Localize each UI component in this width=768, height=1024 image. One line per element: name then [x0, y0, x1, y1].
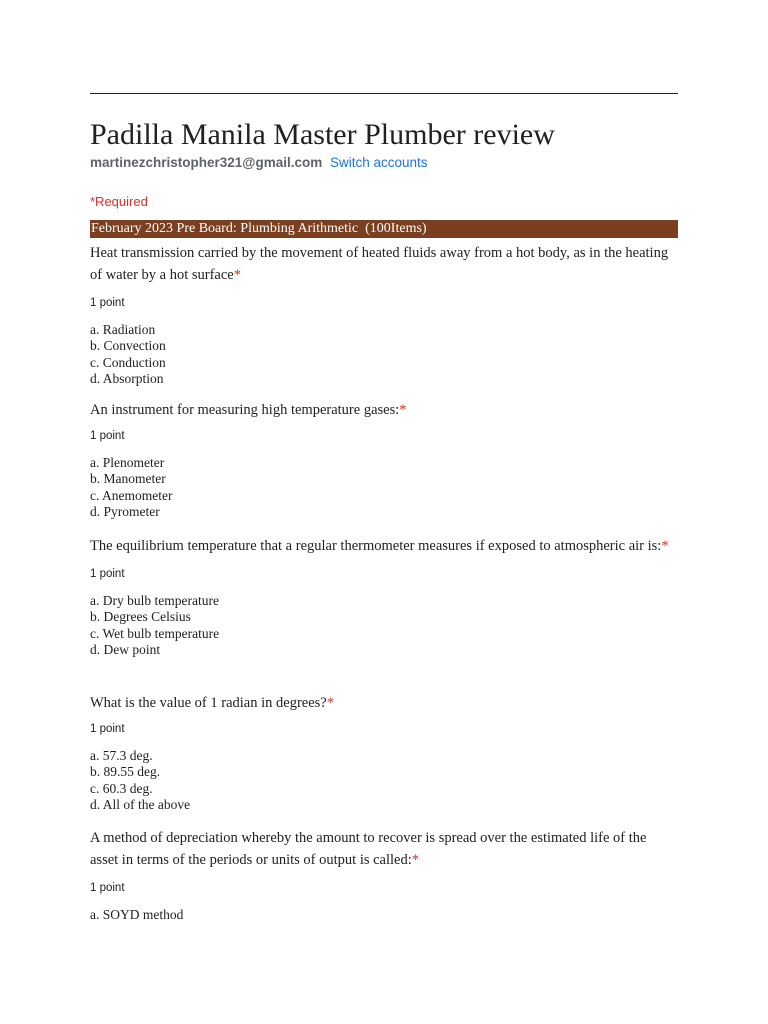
option-b[interactable]: b. Manometer	[90, 471, 166, 487]
options-list	[90, 455, 678, 520]
question-text-content: What is the value of 1 radian in degrees?	[90, 695, 327, 711]
required-asterisk: *	[326, 695, 334, 711]
account-email: martinezchristopher321@gmail.com	[90, 155, 323, 170]
question-text	[90, 827, 678, 871]
question-text-content: A method of depreciation whereby the amount to recover is spread over the estimated life of the asset in terms of the periods or units of output is called:	[90, 830, 647, 868]
question-2	[90, 399, 678, 520]
option-a[interactable]: a. SOYD method	[90, 907, 184, 922]
question-3	[90, 535, 678, 658]
option-a[interactable]: a. Radiation	[90, 322, 156, 337]
form-title: Padilla Manila Master Plumber review	[90, 118, 555, 151]
account-line	[90, 154, 428, 172]
question-points: 1 point	[90, 568, 125, 580]
option-c[interactable]: c. Wet bulb temperature	[90, 625, 220, 641]
option-d[interactable]: d. Absorption	[90, 370, 164, 386]
options-list	[90, 907, 678, 923]
option-c[interactable]: c. Conduction	[90, 354, 166, 370]
question-points: 1 point	[90, 882, 125, 894]
option-c[interactable]: c. Anemometer	[90, 487, 173, 503]
option-d[interactable]: d. Dew point	[90, 641, 161, 657]
question-points: 1 point	[90, 430, 125, 442]
option-d[interactable]: d. All of the above	[90, 796, 191, 812]
switch-accounts-link[interactable]: Switch accounts	[330, 155, 428, 170]
option-b[interactable]: b. Degrees Celsius	[90, 609, 191, 625]
option-b[interactable]: b. 89.55 deg.	[90, 764, 161, 780]
question-text-content: The equilibrium temperature that a regular thermometer measures if exposed to atmospheric air is:	[90, 538, 662, 554]
required-asterisk: *	[411, 852, 420, 868]
question-text	[90, 692, 678, 714]
required-asterisk: *	[661, 538, 669, 554]
question-1	[90, 242, 678, 387]
option-a[interactable]: a. Plenometer	[90, 455, 165, 470]
question-text	[90, 535, 678, 557]
options-list	[90, 593, 678, 658]
question-points: 1 point	[90, 723, 125, 735]
section-header: February 2023 Pre Board: Plumbing Arithmetic (100Items)	[90, 220, 678, 238]
options-list	[90, 322, 678, 387]
option-d[interactable]: d. Pyrometer	[90, 503, 160, 519]
question-points: 1 point	[90, 297, 125, 309]
option-b[interactable]: b. Convection	[90, 338, 166, 354]
question-text-content: Heat transmission carried by the movement of heated fluids away from a hot body, as in the heating of water by a hot surface	[90, 245, 669, 283]
required-note: *Required	[90, 194, 148, 209]
option-a[interactable]: a. 57.3 deg.	[90, 748, 153, 763]
required-asterisk: *	[399, 402, 407, 418]
question-5	[90, 827, 678, 923]
question-text-content: An instrument for measuring high temperature gases:	[90, 402, 400, 418]
option-c[interactable]: c. 60.3 deg.	[90, 780, 153, 796]
options-list	[90, 748, 678, 813]
question-text	[90, 242, 678, 286]
top-divider	[90, 93, 678, 94]
question-text	[90, 399, 678, 421]
question-4	[90, 692, 678, 813]
option-a[interactable]: a. Dry bulb temperature	[90, 593, 219, 608]
required-asterisk: *	[233, 267, 241, 283]
